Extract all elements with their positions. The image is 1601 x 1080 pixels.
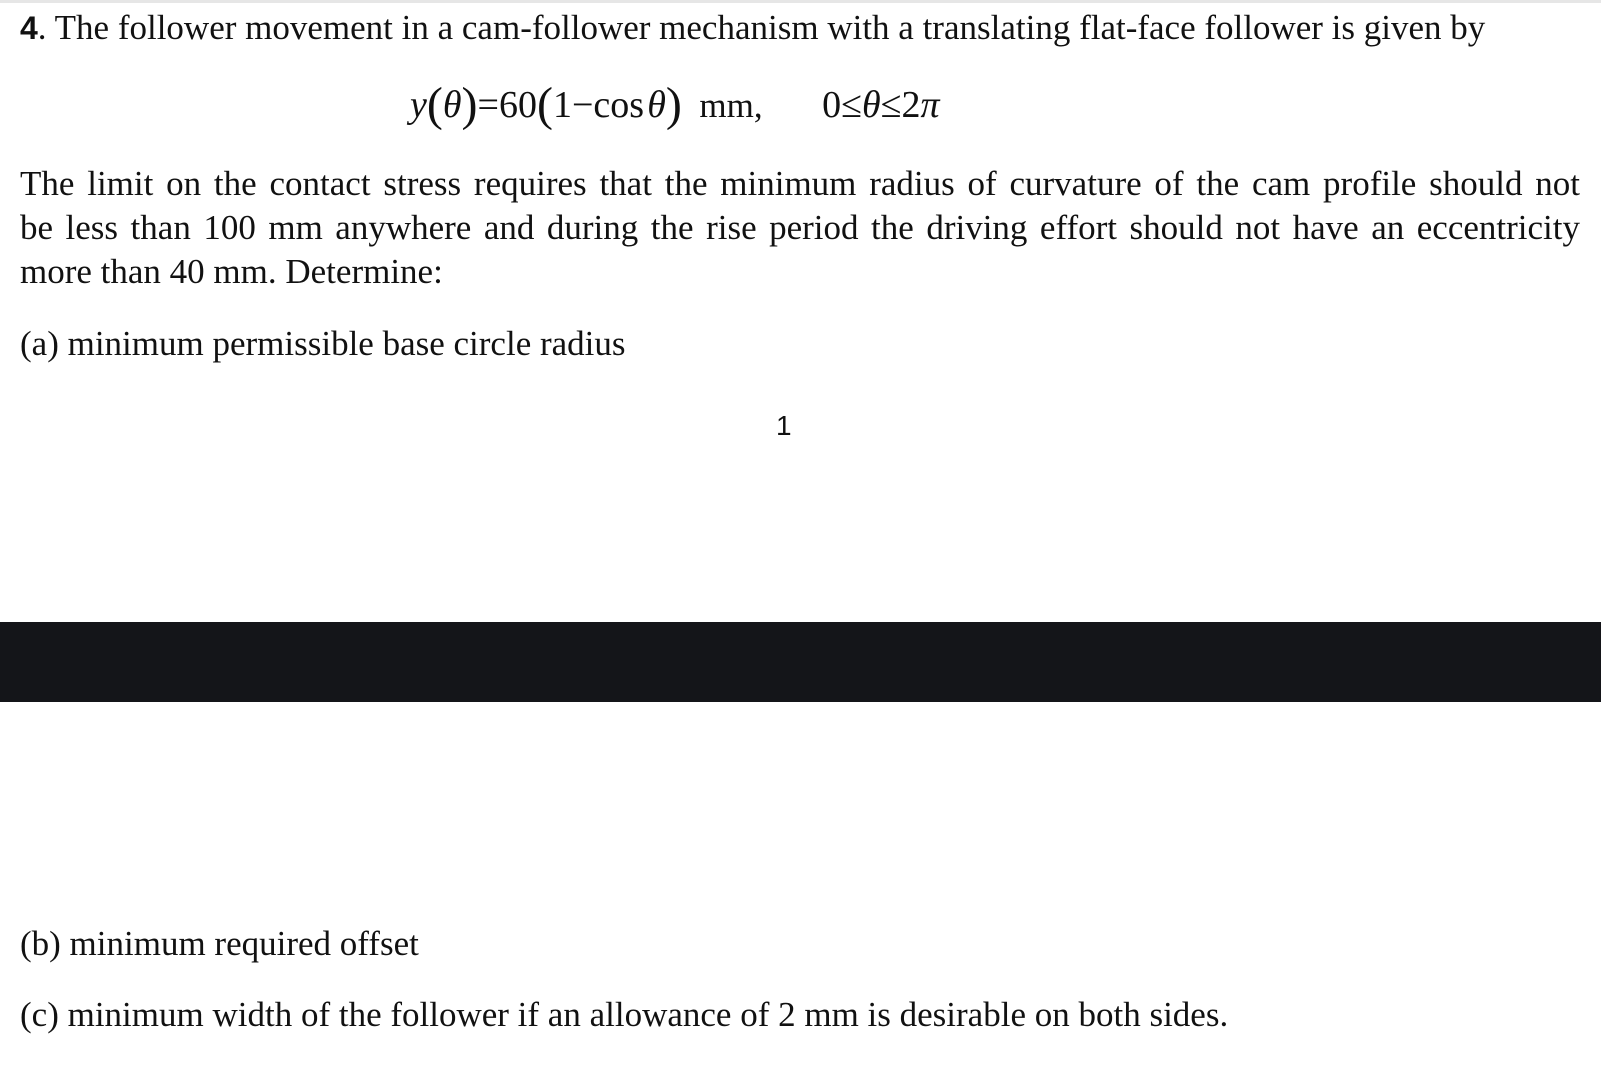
equation-theta: θ (647, 84, 666, 126)
question-intro-text: . The follower movement in a cam-follower mechanism with a translating flat-face follower is given by (37, 8, 1486, 47)
range-low: 0 (822, 84, 842, 126)
range-var: θ (861, 84, 881, 126)
top-rule (0, 0, 1601, 3)
range-high-num: 2 (901, 84, 921, 126)
equation-range (822, 84, 939, 126)
equation-open-paren: ( (426, 78, 443, 131)
equation-unit: mm, (699, 86, 763, 125)
equation-inner-close-paren: ) (665, 78, 682, 131)
question-number: 4 (20, 10, 38, 46)
part-b: (b) minimum required offset (20, 924, 419, 963)
range-leq-1: ≤ (841, 84, 862, 126)
page-number: 1 (776, 410, 792, 441)
equation-close-paren: ) (461, 78, 478, 131)
question-intro (20, 6, 1485, 50)
problem-statement (20, 162, 1580, 294)
equation-equals: = (477, 84, 499, 126)
statement-line-2: be less than 100 mm anywhere and during the rise period the driving effort should not have an eccentricity (20, 208, 1580, 247)
equation-lhs-arg: θ (442, 84, 462, 126)
equation-cos: cos (593, 84, 645, 126)
statement-line-3: more than 40 mm. Determine: (20, 252, 443, 291)
range-high-sym: π (920, 84, 940, 126)
equation-lhs-var: y (410, 84, 427, 126)
range-leq-2: ≤ (880, 84, 902, 126)
page-break-bar (0, 622, 1601, 702)
statement-line-1: The limit on the contact stress requires that the minimum radius of curvature of the cam profile should not (20, 164, 1580, 203)
equation-coefficient: 60 (498, 84, 537, 126)
equation-inner-one: 1 (552, 84, 572, 126)
equation-minus: − (571, 84, 594, 126)
part-a: (a) minimum permissible base circle radius (20, 324, 626, 363)
follower-displacement-equation (410, 80, 940, 131)
equation-inner-open-paren: ( (536, 78, 553, 131)
part-c: (c) minimum width of the follower if an allowance of 2 mm is desirable on both sides. (20, 995, 1229, 1034)
